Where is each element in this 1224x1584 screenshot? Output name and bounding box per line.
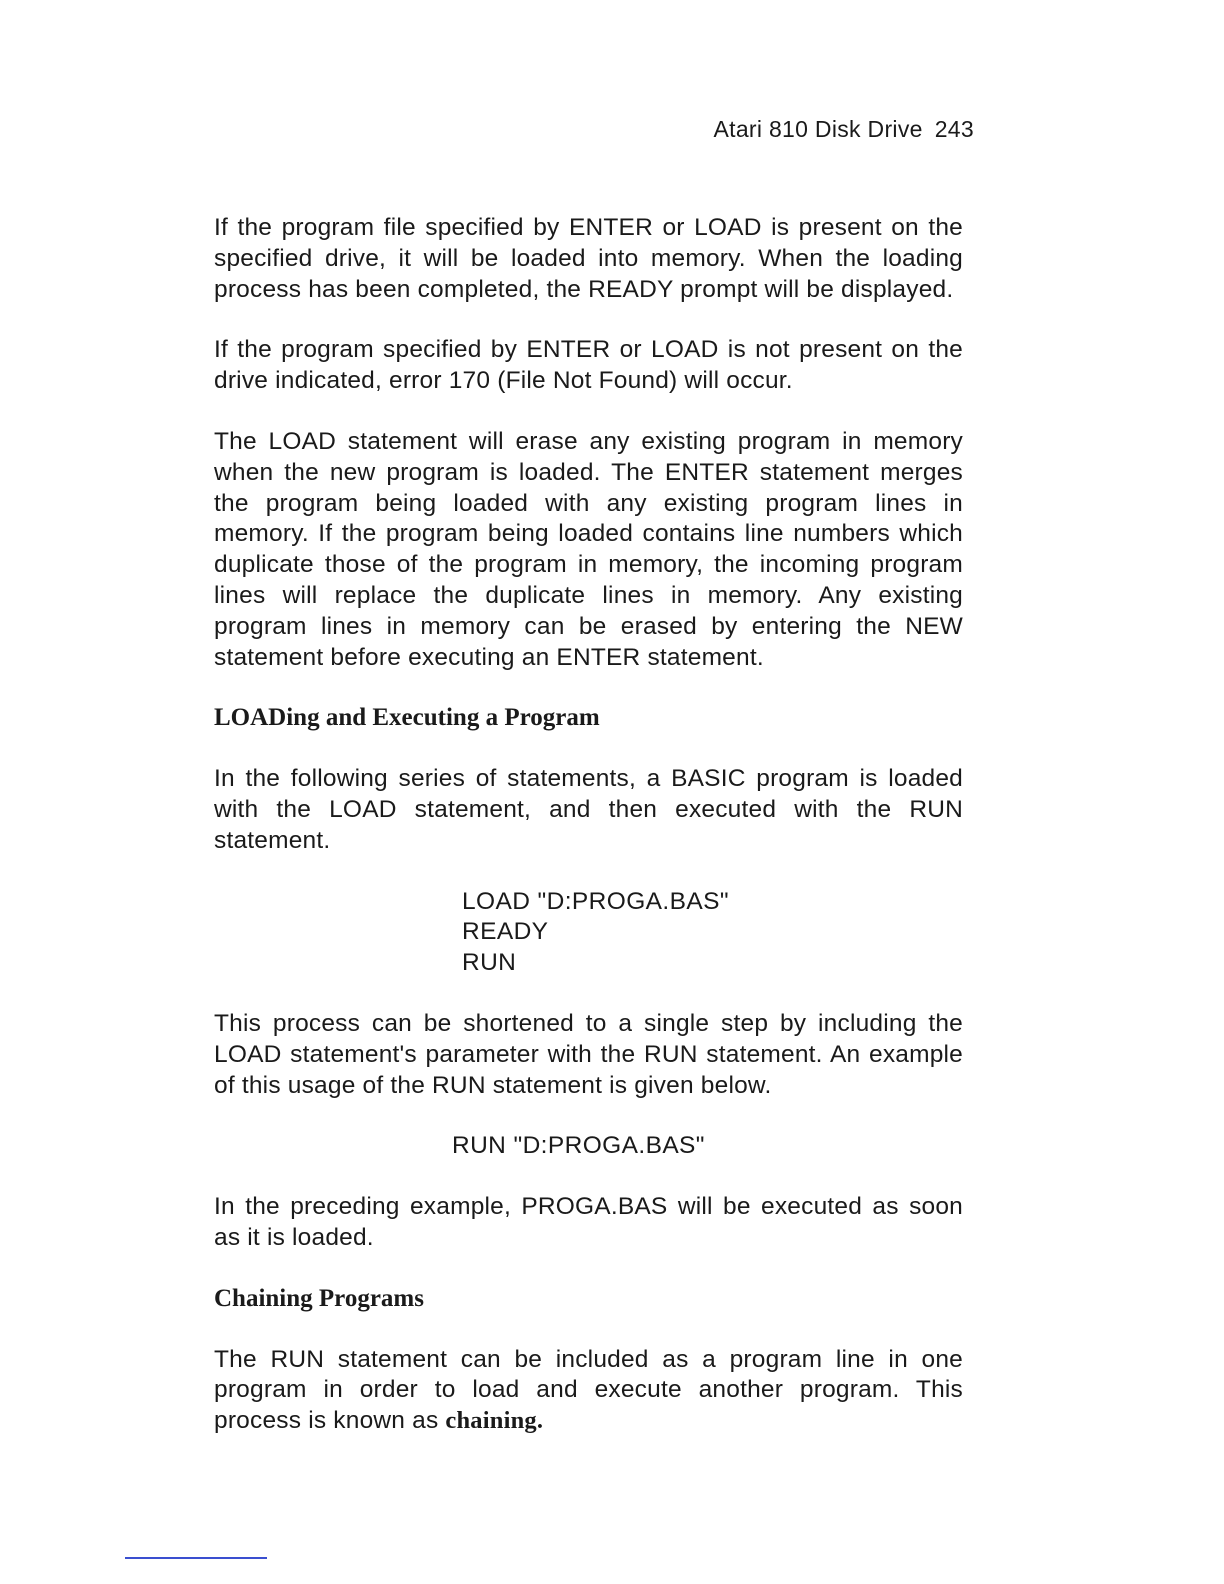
footnote-rule xyxy=(125,1557,267,1559)
code-line-run: RUN xyxy=(462,949,517,977)
code-line-run-example: RUN "D:PROGA.BAS" xyxy=(452,1132,705,1160)
paragraph-load-vs-enter: The LOAD statement will erase any existing program in memory when the new program is loaded. The ENTER statement merges the program being loaded with any existing program lines in memory. If the program being loaded contains line numbers which duplicate those of the program in memory, the incoming program lines will replace the duplicate lines in memory. Any existing program lines in memory can be erased by entering the NEW statement before executing an ENTER statement. xyxy=(214,427,963,671)
body-text xyxy=(214,213,963,1467)
running-title: Atari 810 Disk Drive xyxy=(713,116,923,142)
page-number: 243 xyxy=(934,116,974,142)
code-block-load-run xyxy=(462,887,963,979)
paragraph-load-run-intro: In the following series of statements, a BASIC program is loaded with the LOAD statement, and then executed with the RUN statement. xyxy=(214,765,963,854)
paragraph-single-step: This process can be shortened to a single step by including the LOAD statement's parameter with the RUN statement. An example of this usage of the RUN statement is given below. xyxy=(214,1009,963,1099)
code-line-ready: READY xyxy=(462,918,549,946)
paragraph-chaining-text: The RUN statement can be included as a program line in one program in order to load and execute another program. This process is known as xyxy=(214,1345,963,1435)
paragraph-file-not-found: If the program specified by ENTER or LOAD is not present on the drive indicated, error 170 (File Not Found) will occur. xyxy=(214,336,963,395)
code-line-load: LOAD "D:PROGA.BAS" xyxy=(462,887,729,915)
chaining-term: chaining. xyxy=(445,1407,544,1435)
heading-loading-executing: LOADing and Executing a Program xyxy=(214,704,600,732)
paragraph-program-loaded: If the program file specified by ENTER or LOAD is present on the specified drive, it will be loaded into memory. When the loading process has been completed, the READY prompt will be displayed. xyxy=(214,214,963,303)
heading-chaining-programs: Chaining Programs xyxy=(214,1284,424,1312)
paragraph-preceding-example: In the preceding example, PROGA.BAS will be executed as soon as it is loaded. xyxy=(214,1193,963,1251)
running-head xyxy=(713,116,974,143)
paragraph-chaining xyxy=(214,1345,963,1437)
